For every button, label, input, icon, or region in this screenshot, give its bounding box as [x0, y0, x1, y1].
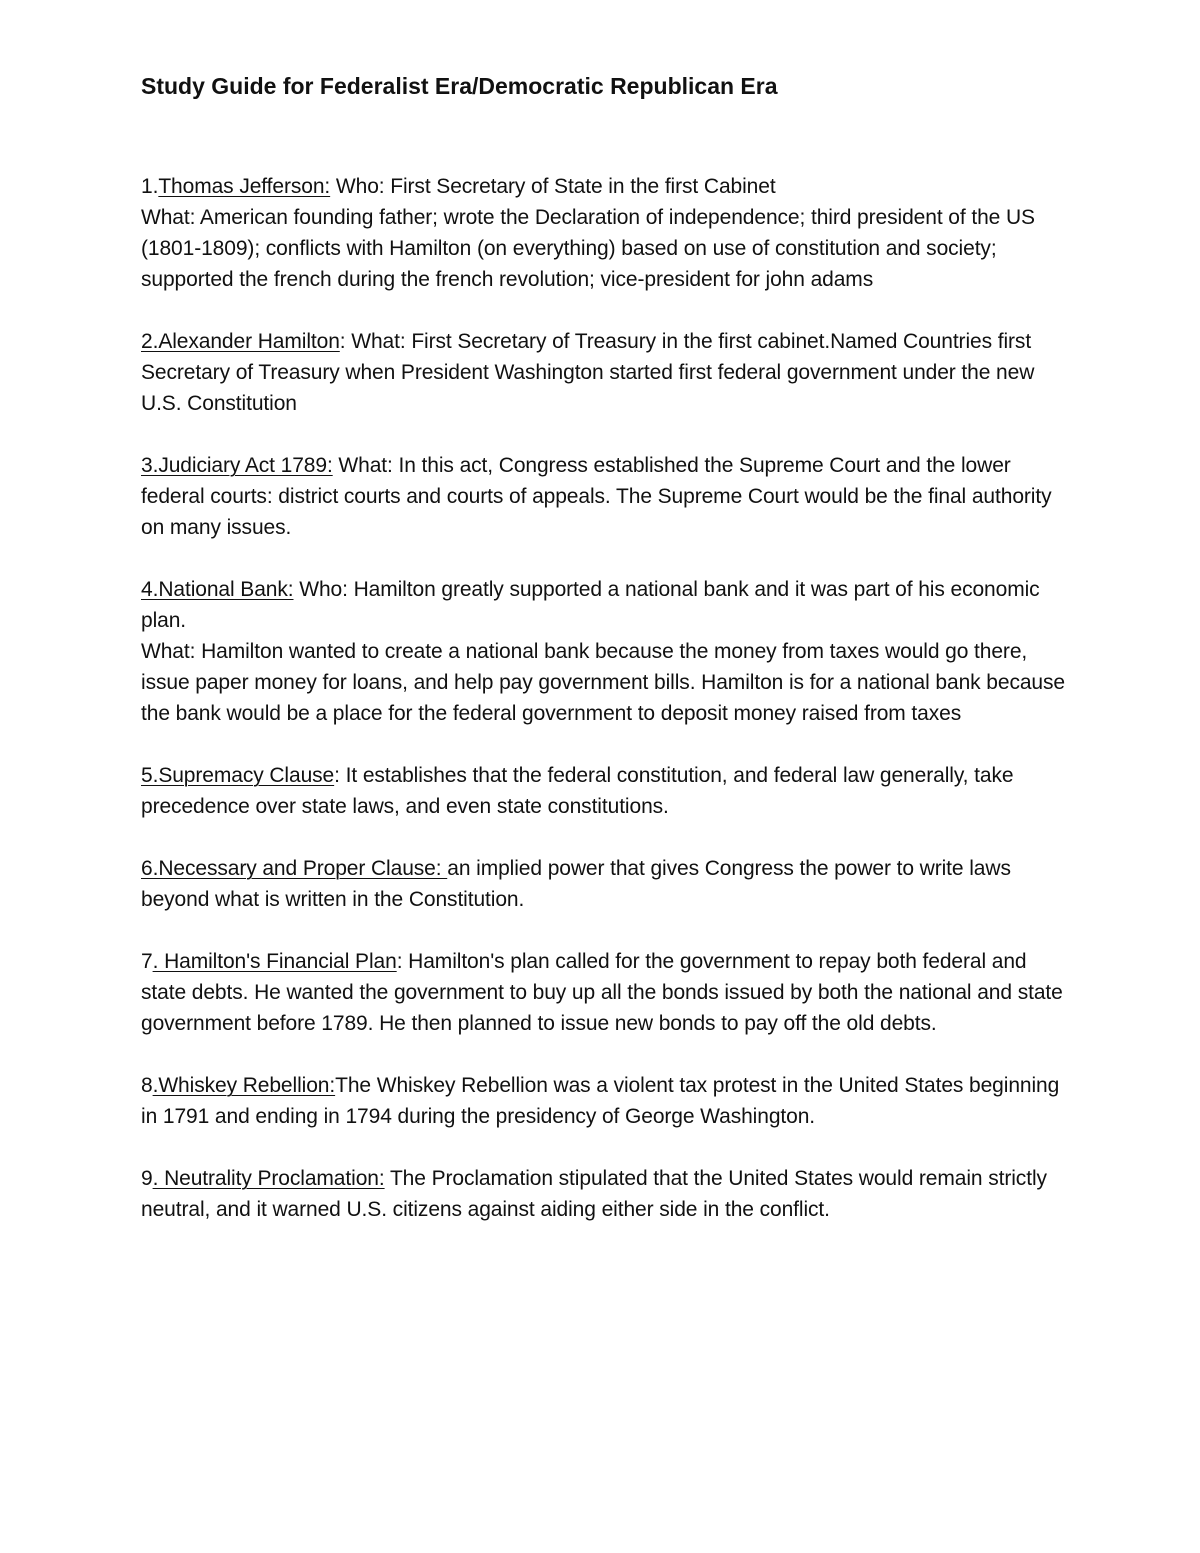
entry-whiskey-rebellion [141, 1070, 1066, 1132]
entry-term: . Neutrality Proclamation: [152, 1167, 385, 1190]
entry-text: : What: First Secretary of Treasury in the first cabinet.Named Countries first Secretary of Treasury when President Washington started first federal government under the new U.S. Constitution [141, 330, 1035, 415]
entry-list [141, 171, 1066, 1225]
entry-line [141, 450, 1066, 543]
entry-extra-text: What: Hamilton wanted to create a national bank because the money from taxes would go there, issue paper money for loans, and help pay government bills. Hamilton is for a national bank because the bank would be a place for the federal government to deposit money raised from taxes [141, 640, 1065, 725]
entry-line [141, 171, 1066, 202]
entry-number: 9 [141, 1167, 153, 1190]
entry-line [141, 574, 1066, 636]
entry-line [141, 1070, 1066, 1132]
entry-term: 6.Necessary and Proper Clause: [141, 857, 448, 880]
entry-supremacy-clause [141, 760, 1066, 822]
entry-term: 2.Alexander Hamilton [141, 330, 340, 353]
entry-judiciary-act [141, 450, 1066, 543]
entry-term: .Whiskey Rebellion: [152, 1074, 336, 1097]
entry-number: 7 [141, 950, 153, 973]
entry-term: 3.Judiciary Act 1789: [141, 454, 333, 477]
entry-line [141, 326, 1066, 419]
entry-text: an implied power that gives Congress the power to write laws beyond what is written in the Constitution. [141, 857, 1011, 911]
entry-number: 1. [141, 175, 159, 198]
entry-neutrality-proclamation [141, 1163, 1066, 1225]
document-title: Study Guide for Federalist Era/Democratic Republican Era [141, 73, 778, 99]
entry-national-bank [141, 574, 1066, 729]
entry-text: : It establishes that the federal constitution, and federal law generally, take precedence over state laws, and even state constitutions. [141, 764, 1014, 818]
document-page [141, 70, 1066, 1256]
entry-line [141, 760, 1066, 822]
entry-necessary-proper-clause [141, 853, 1066, 915]
entry-extra-text: What: American founding father; wrote the Declaration of independence; third president of the US (1801-1809); conflicts with Hamilton (on everything) based on use of constitution and society; supported the french during the french revolution; vice-president for john adams [141, 206, 1035, 291]
entry-text: Who: Hamilton greatly supported a national bank and it was part of his economic plan. [141, 578, 1040, 632]
entry-line [141, 946, 1066, 1039]
entry-line [141, 853, 1066, 915]
entry-text: What: In this act, Congress established the Supreme Court and the lower federal courts: district courts and courts of appeals. The Supreme Court would be the final authority on many issues. [141, 454, 1052, 539]
entry-thomas-jefferson [141, 171, 1066, 295]
entry-text: : Hamilton's plan called for the government to repay both federal and state debts. He wanted the government to buy up all the bonds issued by both the national and state government before 1789. He then planned to issue new bonds to pay off the old debts. [141, 950, 1063, 1035]
entry-text: The Whiskey Rebellion was a violent tax protest in the United States beginning in 1791 and ending in 1794 during the presidency of George Washington. [141, 1074, 1060, 1128]
entry-number: 8 [141, 1074, 153, 1097]
entry-line [141, 1163, 1066, 1225]
entry-text: Who: First Secretary of State in the first Cabinet [330, 175, 776, 198]
entry-term: 5.Supremacy Clause [141, 764, 335, 787]
entry-alexander-hamilton [141, 326, 1066, 419]
entry-text: The Proclamation stipulated that the United States would remain strictly neutral, and it warned U.S. citizens against aiding either side in the conflict. [141, 1167, 1047, 1221]
entry-term: 4.National Bank: [141, 578, 294, 601]
entry-term: . Hamilton's Financial Plan [152, 950, 397, 973]
entry-term: Thomas Jefferson: [158, 175, 331, 198]
entry-financial-plan [141, 946, 1066, 1039]
